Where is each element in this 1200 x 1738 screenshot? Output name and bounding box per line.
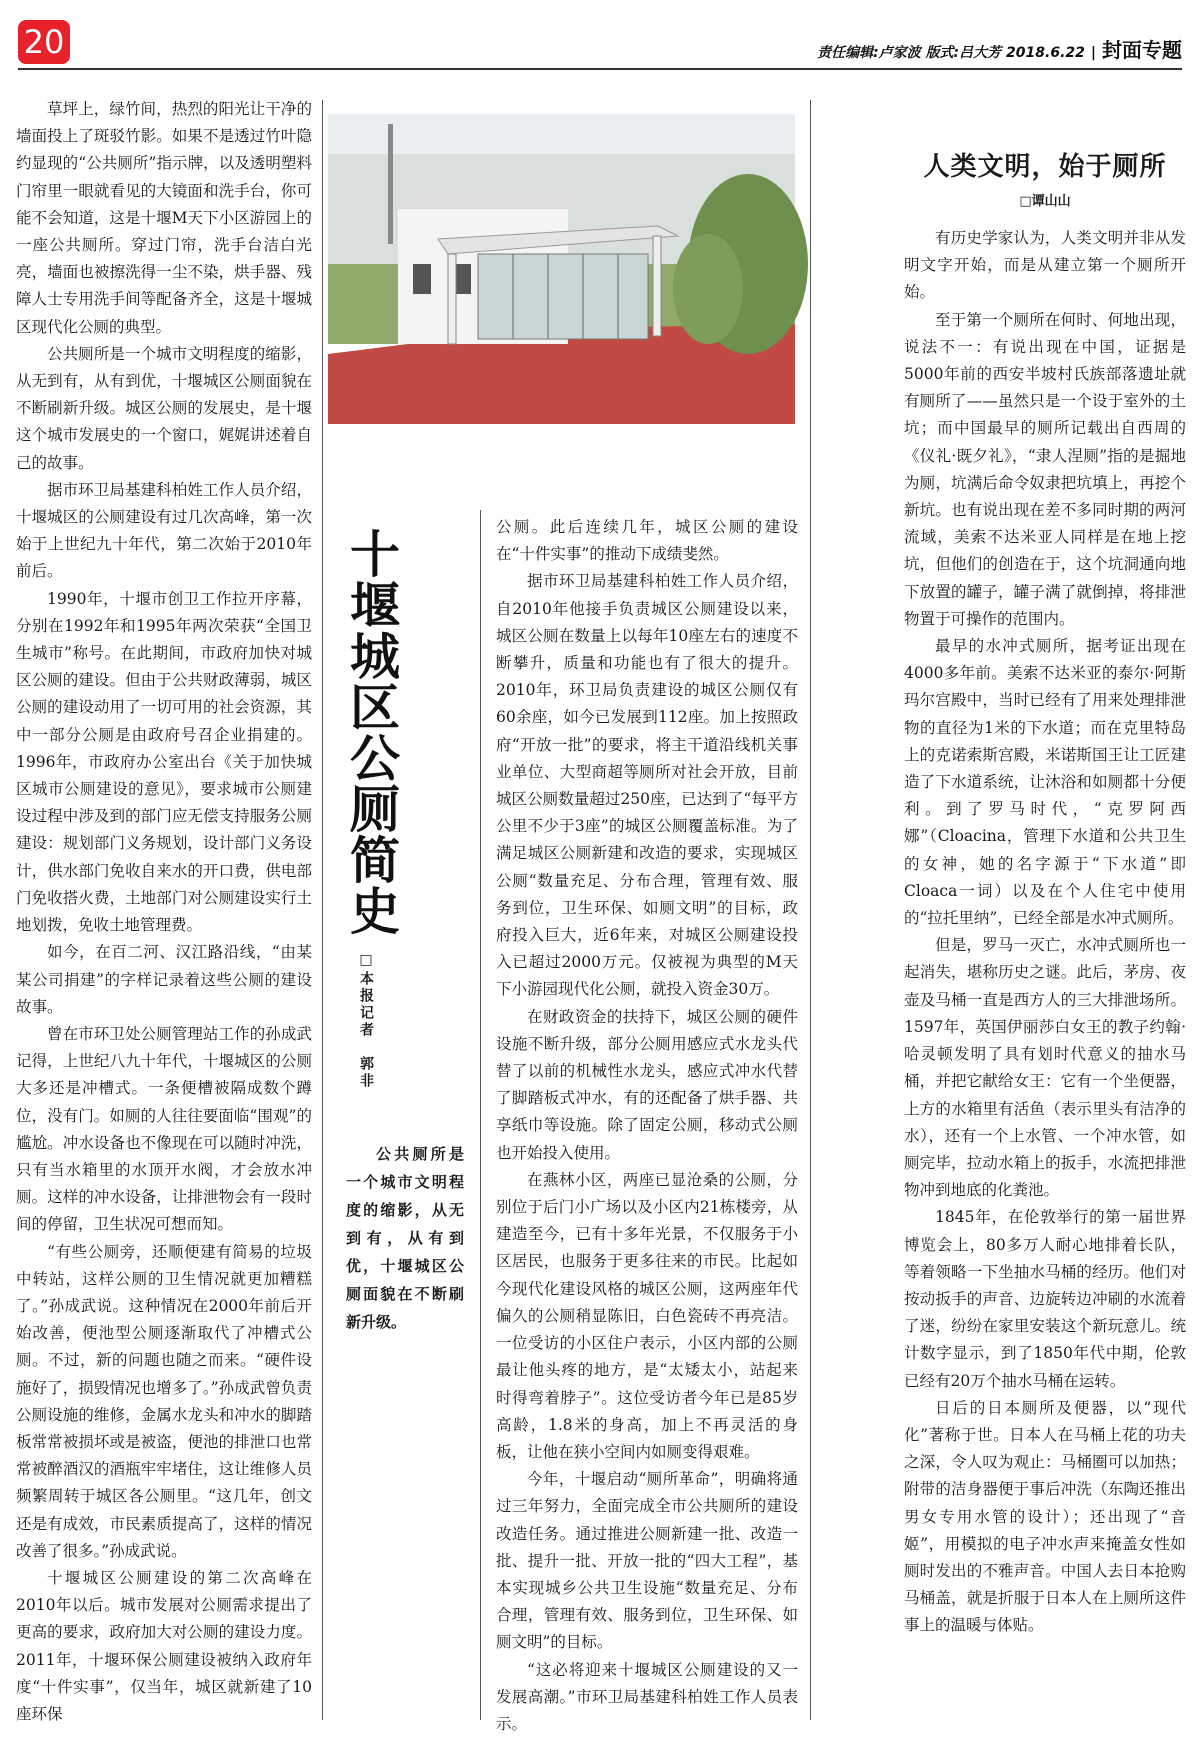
paragraph: 十堰城区公厕建设的第二次高峰在2010年以后。城市发展对公厕需求提出了更高的要求，政府加大对公厕的建设力度。2011年，十堰环保公厕建设被纳入政府年度“十件实事”，仅当年，城区就新建了10座环保 [16, 1568, 312, 1723]
paragraph: “这必将迎来十堰城区公厕建设的又一发展高潮。”市环卫局基建科柏姓工作人员表示。 [496, 1660, 798, 1733]
pull-quote-text: 公共厕所是一个城市文明程度的缩影，从无到有，从有到优，十堰城区公厕面貌在不断刷新升级。 [346, 1145, 464, 1331]
header-rule [18, 68, 1182, 70]
side-article-title: 人类文明，始于厕所 [923, 152, 1167, 182]
paragraph: 草坪上，绿竹间，热烈的阳光让干净的墙面投上了斑驳竹影。如果不是透过竹叶隐约显现的“公共厕所”指示牌，以及透明塑料门帘里一眼就看见的大镜面和洗手台，你可能不会知道，这是十堰M天下小区游园上的一座公共厕所。穿过门帘，洗手台洁白光亮，墙面也被擦洗得一尘不染，烘手器、残障人士专用洗手间等配备齐全，这是十堰城区现代化公厕的典型。 [16, 100, 312, 336]
pull-quote [346, 1140, 464, 1336]
issue-date: 2018.6.22 [1006, 45, 1085, 61]
main-article-column-2 [496, 514, 798, 1733]
page-number: 20 [18, 20, 70, 64]
paragraph: 在财政资金的扶持下，城区公厕的硬件设施不断升级，部分公厕用感应式水龙头代替了以前的机械性水龙头，感应式冲水代替了脚踏板式冲水，有的还配备了烘手器、共享纸巾等设施。除了固定公厕，移动式公厕也开始投入使用。 [496, 1007, 798, 1162]
paragraph: 但是，罗马一灭亡，水冲式厕所也一起消失，堪称历史之谜。此后，茅房、夜壶及马桶一直是西方人的三大排泄场所。1597年，英国伊丽莎白女王的教子约翰·哈灵顿发明了具有划时代意义的抽水马桶，并把它献给女王：它有一个坐便器，上方的水箱里有活鱼（表示里头有洁净的水），还有一个上水管、一个冲水管，如厕完毕，拉动水箱上的扳手，水流把排泄物冲到地底的化粪池。 [904, 936, 1186, 1200]
paragraph: 1845年，在伦敦举行的第一届世界博览会上，80多万人耐心地排着长队，等着领略一下坐抽水马桶的经历。他们对按动扳手的声音、边旋转边冲刷的水流着了迷，纷纷在家里安装这个新玩意儿。统计数字显示，到了1850年代中期，伦敦已经有20万个抽水马桶在运转。 [904, 1208, 1186, 1390]
paragraph: 曾在市环卫处公厕管理站工作的孙成武记得，上世纪八九十年代，十堰城区的公厕大多还是冲槽式。一条便槽被隔成数个蹲位，没有门。如厕的人往往要面临“围观”的尴尬。冲水设备也不像现在可以随时冲洗，只有当水箱里的水顶开水阀，才会放水冲厕。这样的冲水设备，让排泄物会有一段时间的停留，卫生状况可想而知。 [16, 1024, 312, 1234]
paragraph: 至于第一个厕所在何时、何地出现，说法不一：有说出现在中国，证据是5000年前的西安半坡村氏族部落遗址就有厕所了——虽然只是一个设于室外的土坑；而中国最早的厕所记载出自西周的《仪礼·既夕礼》，“隶人涅厕”指的是掘地为厕，坑满后命令奴隶把坑填上，再挖个新坑。也有说出现在差不多同时期的两河流域，美索不达米亚人同样是在地上挖坑，但他们的创造在于，这个坑洞通向地下放置的罐子，罐子满了就倒掉，将排泄物置于可操作的范围内。 [904, 310, 1186, 628]
building-photo-icon [328, 114, 795, 424]
article-title: 十堰城区公厕简史 [342, 528, 401, 936]
column-divider [480, 510, 481, 1720]
paragraph: “有些公厕旁，还顺便建有简易的垃圾中转站，这样公厕的卫生情况就更加糟糕了。”孙成武说。这种情况在2000年前后开始改善，便池型公厕逐渐取代了冲槽式公厕。不过，新的问题也随之而来。“硬件设施好了，损毁情况也增多了。”孙成武曾负责公厕设施的维修，金属水龙头和冲水的脚踏板常常被损坏或是被盗，便池的排泄口也常常被醉酒汉的酒瓶牢牢堵住，这让维修人员频繁周转于城区各公厕里。“这几年，创文还是有成效，市民素质提高了，这样的情况改善了很多。”孙成武说。 [16, 1242, 312, 1560]
paragraph: 在燕林小区，两座已显沧桑的公厕，分别位于后门小广场以及小区内21栋楼旁，从建造至今，已有十多年光景，不仅服务于小区居民，也服务于更多往来的市民。比起如今现代化建设风格的城区公厕，这两座年代偏久的公厕稍显陈旧，白色瓷砖不再亮洁。一位受访的小区住户表示，小区内部的公厕最让他头疼的地方，是“太矮太小，站起来时得弯着脖子”。这位受访者今年已是85岁高龄，1.8米的身高，加上不再灵活的身板，让他在狭小空间内如厕变得艰难。 [496, 1170, 798, 1461]
editor-credit: 责任编辑:卢家波 [817, 45, 921, 61]
column-divider [810, 100, 811, 1720]
paragraph: 据市环卫局基建科柏姓工作人员介绍，十堰城区的公厕建设有过几次高峰，第一次始于上世纪九十年代，第二次始于2010年前后。 [16, 480, 312, 581]
paragraph: 日后的日本厕所及便器，以“现代化”著称于世。日本人在马桶上花的功夫之深，令人叹为观止：马桶圈可以加热；附带的洁身器便于事后冲洗（东陶还推出男女专用水管的设计）；还出现了“音姬”，用模拟的电子冲水声来掩盖女性如厕时发出的不雅声音。中国人去日本抢购马桶盖，就是折服于日本人在上厕所这件事上的温暖与体贴。 [904, 1398, 1186, 1635]
paragraph: 有历史学家认为，人类文明并非从发明文字开始，而是从建立第一个厕所开始。 [904, 229, 1186, 302]
paragraph: 据市环卫局基建科柏姓工作人员介绍，自2010年他接手负责城区公厕建设以来，城区公厕在数量上以每年10座左右的速度不断攀升，质量和功能也有了很大的提升。2010年，环卫局负责建设的城区公厕仅有60余座，如今已发展到112座。加上按照政府“开放一批”的要求，将主干道沿线机关事业单位、大型商超等厕所对社会开放，目前城区公厕数量超过250座，已达到了“每平方公里不少于3座”的城区公厕覆盖标准。为了满足城区公厕新建和改造的要求，实现城区公厕“数量充足、分布合理，管理有效、服务到位，卫生环保、如厕文明”的目标，政府投入巨大，近6年来，对城区公厕建设投入已超过2000万元。仅被视为典型的M天下小游园现代化公厕，就投入资金30万。 [496, 572, 798, 999]
paragraph: 公厕。此后连续几年，城区公厕的建设在“十件实事”的推动下成绩斐然。 [496, 518, 798, 564]
side-article-author: □谭山山 [1019, 194, 1071, 209]
paragraph: 今年，十堰启动“厕所革命”，明确将通过三年努力，全面完成全市公共厕所的建设改造任务。通过推进公厕新建一批、改造一批、提升一批、开放一批的“四大工程”，基本实现城乡公共卫生设施“数量充足、分布合理，管理有效、服务到位，卫生环保、如厕文明”的目标。 [496, 1470, 798, 1652]
main-article-column-1 [16, 96, 312, 1723]
paragraph: 1990年，十堰市创卫工作拉开序幕，分别在1992年和1995年两次荣获“全国卫生城市”称号。在此期间，市政府加快对城区公厕的建设。但由于公共财政薄弱，城区公厕的建设动用了一切可用的社会资源，其中一部分公厕是由政府号召企业捐建的。1996年，市政府办公室出台《关于加快城区城市公厕建设的意见》，要求城市公厕建设过程中涉及到的部门应无偿支持服务公厕建设：规划部门义务规划，设计部门义务设计，供水部门免收自来水的开口费，供电部门免收搭火费，土地部门对公厕建设实行土地划拨，免收土地管理费。 [16, 589, 312, 935]
side-article-body [904, 225, 1186, 1705]
article-byline: □本报记者 郭非 [358, 952, 374, 1090]
paragraph: 如今，在百二河、汉江路沿线，“由某某公司捐建”的字样记录着这些公厕的建设故事。 [16, 943, 312, 1016]
building-photo [328, 114, 795, 424]
section-name: 封面专题 [1102, 38, 1182, 62]
paragraph: 最早的水冲式厕所，据考证出现在4000多年前。美索不达米亚的泰尔·阿斯玛尔宫殿中，当时已经有了用来处理排泄物的直径为1米的下水道；而在克里特岛上的克诺索斯宫殿，米诺斯国王让工匠建造了下水道系统，让沐浴和如厕都十分便利。到了罗马时代，“克罗阿西娜”（Cloacina，管理下水道和公共卫生的女神，她的名字源于“下水道”即Cloaca一词）以及在个人住宅中使用的“拉托里纳”，已经全部是水冲式厕所。 [904, 637, 1186, 928]
header-meta: 责任编辑:卢家波 版式:吕大芳 2018.6.22 | 封面专题 [817, 38, 1182, 62]
layout-credit: 版式:吕大芳 [925, 45, 1002, 61]
paragraph: 公共厕所是一个城市文明程度的缩影，从无到有，从有到优，十堰城区公厕面貌在不断刷新升级。城区公厕的发展史，是十堰这个城市发展史的一个窗口，娓娓讲述着自己的故事。 [16, 344, 312, 472]
column-divider [322, 100, 323, 1720]
